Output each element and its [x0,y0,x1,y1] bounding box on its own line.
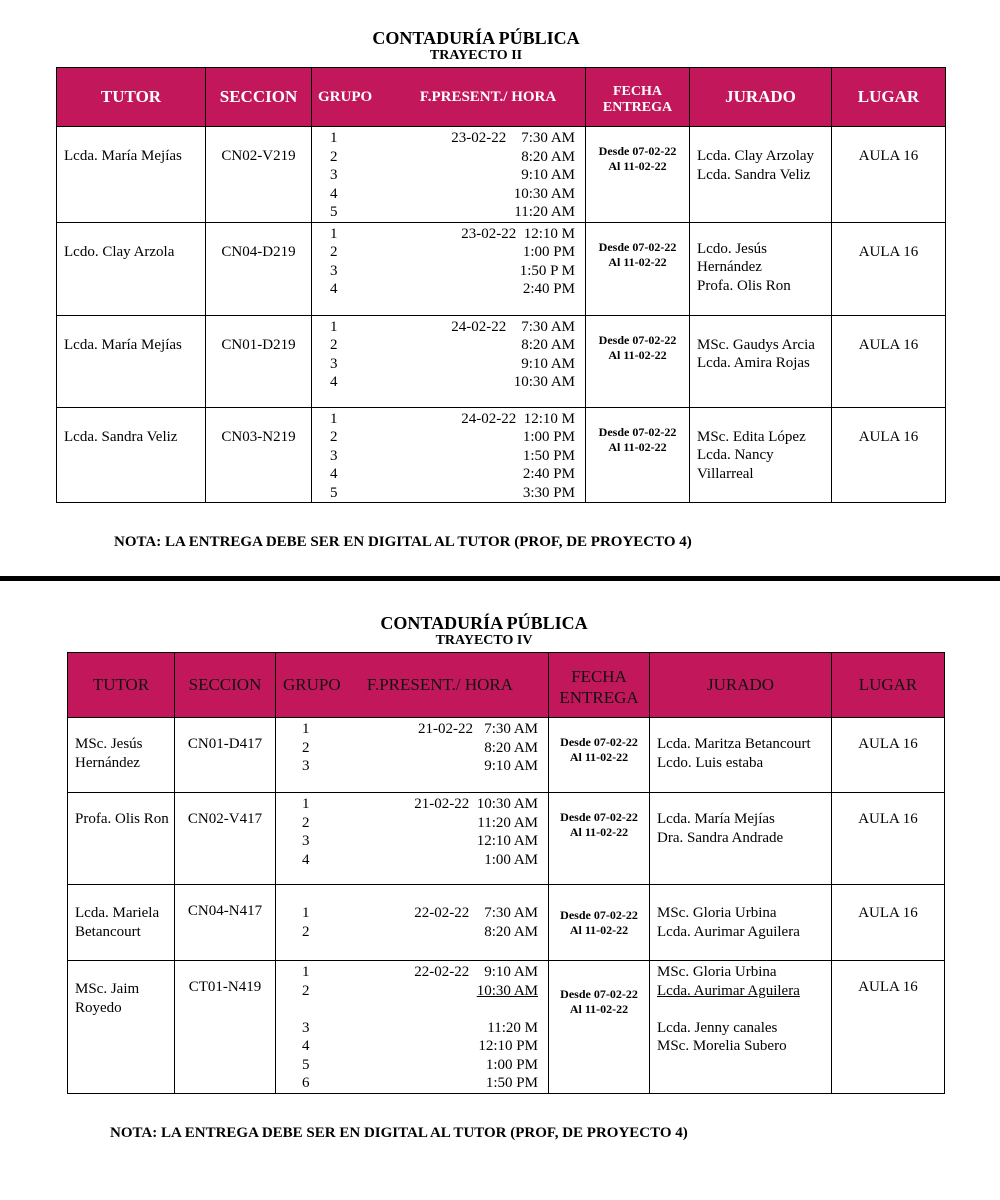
section-divider [0,576,1000,581]
cell-tutor: Lcdo. Clay Arzola [57,222,206,315]
group-time: 10:30 AM [513,185,575,202]
group-number: 2 [330,337,338,353]
group-slot [330,318,575,337]
cell-groups [312,222,586,315]
group-number: 2 [330,429,338,445]
group-number: 4 [330,185,338,202]
cell-seccion: CN04-N417 [175,885,276,961]
group-slot [302,720,538,739]
group-time: 11:20 M [487,1019,538,1036]
group-number [302,1000,332,1019]
group-number: 2 [330,244,338,260]
note: NOTA: LA ENTREGA DEBE SER EN DIGITAL AL TUTOR (PROF, DE PROYECTO 4) [114,534,692,550]
cell-fecha-entrega [586,222,690,315]
group-time: 8:20 AM [484,739,538,756]
group-slot [330,280,575,299]
group-number: 3 [330,355,338,372]
group-time: 22-02-22 7:30 AM [414,905,538,921]
group-time [332,1000,538,1019]
group-time: 1:50 P M [519,262,575,279]
group-number: 3 [302,758,310,774]
group-number: 2 [302,739,310,756]
group-time: 24-02-22 7:30 AM [451,318,575,335]
cell-tutor: Lcda. Sandra Veliz [57,407,206,503]
group-number: 3 [330,262,338,279]
header-lugar: LUGAR [832,68,946,127]
group-slot [302,963,538,982]
header-grupo-fecha [312,68,586,127]
cell-tutor: MSc. Jaim Royedo [68,961,175,1094]
page-subtitle: TRAYECTO IV [435,633,533,648]
jurado-line: Hernández [697,259,762,275]
jurado-line: Lcda. Aurimar Aguilera [657,982,800,999]
group-time: 2:40 PM [522,466,575,482]
group-time: 1:00 PM [522,244,575,260]
table-row [57,127,946,223]
cell-seccion: CN02-V417 [175,793,276,885]
group-number: 6 [302,1075,310,1091]
schedule-table-trayecto-ii [56,67,946,503]
cell-lugar: AULA 16 [832,793,945,885]
cell-fecha-entrega [586,127,690,223]
header-seccion: SECCION [175,653,276,718]
group-slot [330,484,575,503]
group-slot [330,355,575,374]
group-slot [302,904,538,923]
jurado-line: Profa. Olis Ron [697,277,791,294]
group-number: 5 [330,484,338,501]
fecha-line: Desde 07-02-22 [560,987,638,1001]
jurado-line [657,1000,827,1019]
cell-lugar: AULA 16 [832,222,946,315]
cell-seccion: CN04-D219 [206,222,312,315]
group-number: 1 [330,410,338,427]
group-number: 2 [330,148,338,165]
jurado-line: Lcda. Clay Arzolay [697,148,815,164]
fecha-line: Desde 07-02-22 [598,424,677,439]
group-slot [330,148,575,167]
group-time: 8:20 AM [484,923,538,940]
cell-groups [312,407,586,503]
group-number: 3 [330,167,338,183]
fecha-line: Al 11-02-22 [569,750,629,764]
group-number: 1 [302,796,310,812]
cell-tutor: Profa. Olis Ron [68,793,175,885]
group-number: 2 [302,982,310,999]
cell-jurado [650,793,832,885]
group-slot [330,262,575,281]
group-slot [330,428,575,447]
group-slot [330,185,575,204]
fecha-line: Al 11-02-22 [569,1002,629,1016]
group-slot [330,410,575,429]
group-slot [330,336,575,355]
group-number: 1 [302,905,310,921]
group-number: 1 [330,318,338,335]
cell-lugar: AULA 16 [832,315,946,407]
group-time: 1:50 PM [522,447,575,464]
group-time: 2:40 PM [522,281,575,297]
page-title: CONTADURÍA PÚBLICA [380,613,588,633]
cell-seccion: CN01-D417 [175,718,276,793]
group-slot [330,243,575,262]
header-lugar: LUGAR [832,653,945,718]
group-number: 5 [302,1056,310,1073]
cell-tutor: Lcda. María Mejías [57,127,206,223]
jurado-line: Lcda. María Mejías [657,811,775,827]
group-slot [330,225,575,244]
group-slot [330,166,575,185]
header-grupo-fecha [276,653,549,718]
cell-jurado [690,222,832,315]
jurado-line: Lcdo. Jesús [697,240,767,257]
group-time: 1:00 PM [485,1056,538,1073]
fecha-line: Al 11-02-22 [608,347,667,362]
group-time: 9:10 AM [521,167,575,183]
jurado-line: MSc. Morelia Subero [657,1038,787,1054]
group-slot [302,982,538,1001]
group-time: 12:10 PM [478,1038,538,1054]
fecha-line: Desde 07-02-22 [598,144,677,158]
group-number: 5 [330,204,338,220]
page-subtitle: TRAYECTO II [429,48,523,63]
table-row [68,718,945,793]
group-slot [302,851,538,870]
group-number: 4 [330,281,338,297]
group-time: 9:10 AM [484,758,538,774]
cell-lugar: AULA 16 [832,718,945,793]
header-jurado: JURADO [650,653,832,718]
fecha-line: Al 11-02-22 [608,254,667,269]
jurado-line: Lcda. Sandra Veliz [697,166,811,183]
group-number: 4 [330,466,338,482]
cell-groups [312,127,586,223]
group-slot [302,814,538,833]
cell-groups [312,315,586,407]
jurado-line: Lcda. Maritza Betancourt [657,736,811,752]
group-slot [302,1000,538,1019]
cell-fecha-entrega [549,885,650,961]
header-grupo: GRUPO [283,674,341,694]
cell-tutor: Lcda. Mariela Betancourt [68,885,175,961]
header-grupo: GRUPO [318,89,373,105]
cell-tutor: Lcda. María Mejías [57,315,206,407]
group-number: 4 [302,1038,310,1054]
header-tutor: TUTOR [57,68,206,127]
table-row [68,885,945,961]
group-slot [330,465,575,484]
cell-lugar: AULA 16 [832,127,946,223]
jurado-line: Lcda. Aurimar Aguilera [657,923,800,940]
cell-fecha-entrega [586,315,690,407]
group-time: 3:30 PM [522,484,575,501]
group-time: 8:20 AM [521,148,575,165]
cell-groups [276,718,549,793]
header-fecha-entrega: FECHA ENTREGA [549,653,650,718]
table-row [68,961,945,1094]
group-slot [330,203,575,222]
header-fpresent: F.PRESENT./ HORA [366,674,514,694]
jurado-line: Lcda. Nancy [697,447,774,463]
schedule-table-trayecto-iv [67,652,945,1094]
cell-seccion: CT01-N419 [175,961,276,1094]
group-number: 3 [330,447,338,464]
table-row [57,315,946,407]
group-time: 12:10 AM [476,833,538,849]
table-row [68,793,945,885]
group-time: 1:00 AM [484,851,538,868]
group-time: 23-02-22 7:30 AM [451,130,575,146]
table-row [57,407,946,503]
page-title: CONTADURÍA PÚBLICA [372,28,580,48]
group-number: 1 [302,964,310,980]
jurado-line: Lcda. Jenny canales [657,1019,778,1036]
section-header-trayecto-ii [0,28,1000,64]
group-time: 22-02-22 9:10 AM [414,964,538,980]
cell-jurado [690,407,832,503]
group-number: 1 [302,721,310,737]
group-slot [330,129,575,148]
jurado-line: MSc. Gloria Urbina [657,964,777,980]
cell-tutor: MSc. Jesús Hernández [68,718,175,793]
jurado-line: Dra. Sandra Andrade [657,829,784,846]
jurado-line: Lcda. Amira Rojas [697,355,810,371]
cell-jurado [650,961,832,1094]
jurado-line: Villarreal [697,465,754,482]
cell-lugar: AULA 16 [832,407,946,503]
group-number: 4 [330,374,338,390]
jurado-line: MSc. Edita López [697,428,806,445]
fecha-line: Al 11-02-22 [569,825,629,839]
cell-seccion: CN03-N219 [206,407,312,503]
group-number: 3 [302,833,310,849]
header-fecha-entrega: FECHA ENTREGA [586,68,690,127]
header-fpresent: F.PRESENT./ HORA [419,89,557,105]
header-seccion: SECCION [206,68,312,127]
group-slot [302,832,538,851]
group-time: 21-02-22 10:30 AM [414,796,538,812]
fecha-line: Desde 07-02-22 [560,735,638,749]
group-slot [302,923,538,942]
note: NOTA: LA ENTREGA DEBE SER EN DIGITAL AL TUTOR (PROF, DE PROYECTO 4) [110,1125,688,1141]
cell-groups [276,885,549,961]
cell-fecha-entrega [549,961,650,1094]
group-slot [330,447,575,466]
header-tutor: TUTOR [68,653,175,718]
header-jurado: JURADO [690,68,832,127]
fecha-line: Desde 07-02-22 [598,332,677,347]
group-time: 23-02-22 12:10 M [461,225,575,242]
group-number: 1 [330,130,338,146]
group-time: 10:30 AM [476,982,538,999]
group-slot [302,1074,538,1093]
group-number: 2 [302,923,310,940]
cell-fecha-entrega [549,793,650,885]
group-time: 11:20 AM [477,814,538,831]
cell-jurado [650,885,832,961]
group-slot [302,795,538,814]
cell-lugar: AULA 16 [832,961,945,1094]
group-number: 2 [302,814,310,831]
cell-groups [276,961,549,1094]
group-slot [302,1037,538,1056]
cell-fecha-entrega [586,407,690,503]
cell-seccion: CN02-V219 [206,127,312,223]
group-time: 11:20 AM [514,204,575,220]
section-header-trayecto-iv [0,613,1000,649]
cell-lugar: AULA 16 [832,885,945,961]
jurado-line: MSc. Gaudys Arcia [697,336,815,353]
group-time: 8:20 AM [521,337,575,353]
group-slot [330,373,575,392]
group-time: 10:30 AM [513,374,575,390]
cell-seccion: CN01-D219 [206,315,312,407]
cell-jurado [650,718,832,793]
table-row [57,222,946,315]
group-time: 24-02-22 12:10 M [461,410,575,427]
jurado-line: Lcdo. Luis estaba [657,754,764,771]
fecha-line: Al 11-02-22 [608,159,667,173]
group-time: 21-02-22 7:30 AM [418,721,538,737]
fecha-line: Desde 07-02-22 [560,908,638,922]
group-slot [302,1056,538,1075]
group-time: 1:00 PM [522,429,575,445]
group-slot [302,1019,538,1038]
cell-fecha-entrega [549,718,650,793]
fecha-line: Al 11-02-22 [608,439,667,454]
group-time: 9:10 AM [521,355,575,372]
group-number: 1 [330,225,338,242]
cell-jurado [690,127,832,223]
group-slot [302,739,538,758]
cell-jurado [690,315,832,407]
group-time: 1:50 PM [485,1075,538,1091]
cell-groups [276,793,549,885]
group-number: 4 [302,851,310,868]
fecha-line: Desde 07-02-22 [560,810,638,824]
group-slot [302,757,538,776]
fecha-line: Desde 07-02-22 [598,239,677,254]
jurado-line: MSc. Gloria Urbina [657,905,777,921]
fecha-line: Al 11-02-22 [569,923,629,937]
group-number: 3 [302,1019,310,1036]
